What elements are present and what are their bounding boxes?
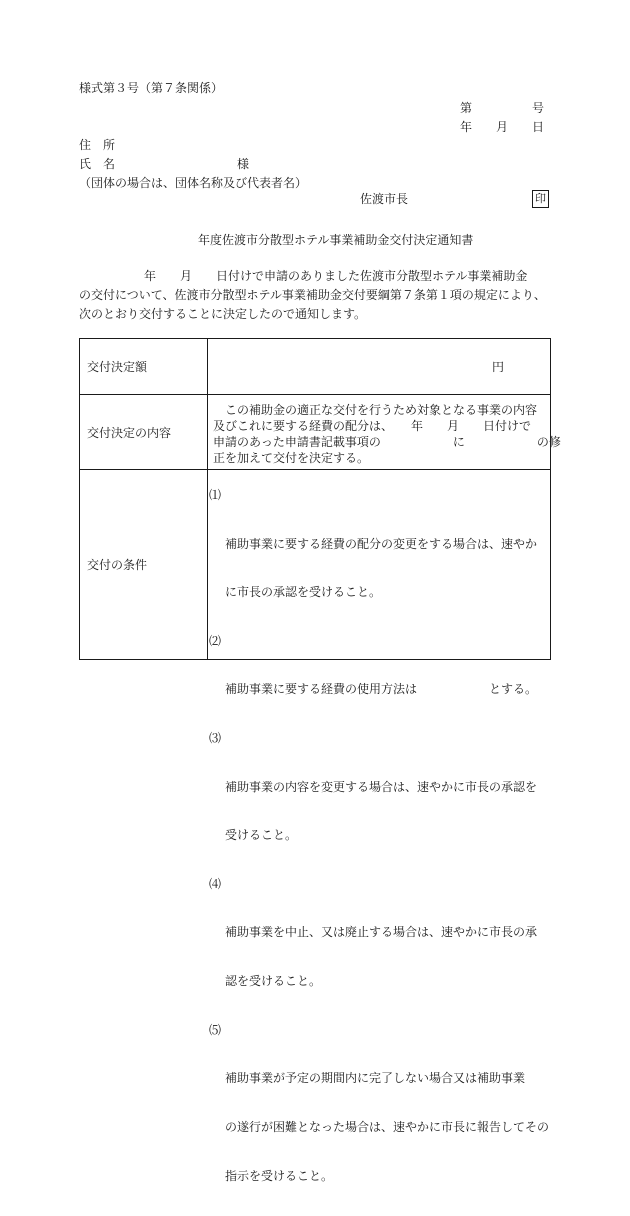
- name-label: 氏 名: [79, 157, 116, 171]
- document-number: 第 号: [460, 101, 545, 115]
- condition-line: 補助事業が予定の期間内に完了しない場合又は補助事業: [225, 1071, 526, 1086]
- body-line-2: の交付について、佐渡市分散型ホテル事業補助金交付要綱第７条第１項の規定により、: [79, 288, 546, 302]
- condition-line: に市長の承認を受けること。: [225, 585, 382, 600]
- honorific: 様: [237, 157, 250, 171]
- content-label: 交付決定の内容: [87, 426, 172, 440]
- condition-line: 補助事業に要する経費の使用方法は とする。: [225, 682, 538, 697]
- condition-number: ⑶: [209, 731, 222, 746]
- condition-item: [209, 730, 549, 876]
- condition-line: 指示を受けること。: [225, 1168, 334, 1183]
- organization-note: （団体の場合は、団体名称及び代表者名）: [79, 176, 308, 190]
- condition-number: ⑵: [209, 633, 222, 648]
- body-line-3: 次のとおり交付することに決定したので通知します。: [79, 307, 367, 321]
- address-label: 住 所: [79, 138, 116, 152]
- condition-number: ⑴: [209, 488, 222, 502]
- content-line-2: 及びこれに要する経費の配分は、 年 月 日付けで: [213, 419, 532, 433]
- condition-item: [209, 876, 549, 1022]
- row-divider-1: [80, 394, 550, 395]
- conditions-list: [209, 487, 549, 1216]
- condition-item: [209, 633, 549, 730]
- content-line-4: 正を加えて交付を決定する。: [213, 451, 370, 465]
- decision-table: [79, 338, 561, 1183]
- condition-number: ⑸: [209, 1022, 222, 1037]
- amount-label: 交付決定額: [87, 360, 148, 374]
- issuer-name: 佐渡市長: [360, 192, 409, 206]
- condition-line: 認を受けること。: [225, 974, 322, 989]
- condition-line: 補助事業の内容を変更する場合は、速やかに市長の承認を: [225, 779, 538, 794]
- seal-box: 印: [532, 190, 549, 208]
- row-divider-2: [80, 469, 550, 470]
- content-line-1: この補助金の適正な交付を行うため対象となる事業の内容: [213, 403, 538, 417]
- document-title: 年度佐渡市分散型ホテル事業補助金交付決定通知書: [198, 233, 474, 247]
- content-line-3: 申請のあった申請書記載事項の に の修: [213, 435, 561, 449]
- condition-line: 補助事業に要する経費の配分の変更をする場合は、速やか: [225, 536, 538, 551]
- condition-item: [209, 487, 549, 633]
- condition-line: の遂行が困難となった場合は、速やかに市長に報告してその: [225, 1119, 550, 1134]
- column-divider: [207, 339, 208, 659]
- form-number: 様式第３号（第７条関係）: [79, 81, 224, 95]
- condition-item: [209, 1022, 549, 1216]
- condition-line: 受けること。: [225, 828, 298, 843]
- conditions-label: 交付の条件: [87, 558, 148, 572]
- condition-line: 補助事業を中止、又は廃止する場合は、速やかに市長の承: [225, 925, 538, 940]
- amount-unit: 円: [492, 360, 505, 374]
- condition-number: ⑷: [209, 876, 222, 891]
- body-line-1: 年 月 日付けで申請のありました佐渡市分散型ホテル事業補助金: [144, 269, 528, 283]
- document-date: 年 月 日: [460, 120, 545, 134]
